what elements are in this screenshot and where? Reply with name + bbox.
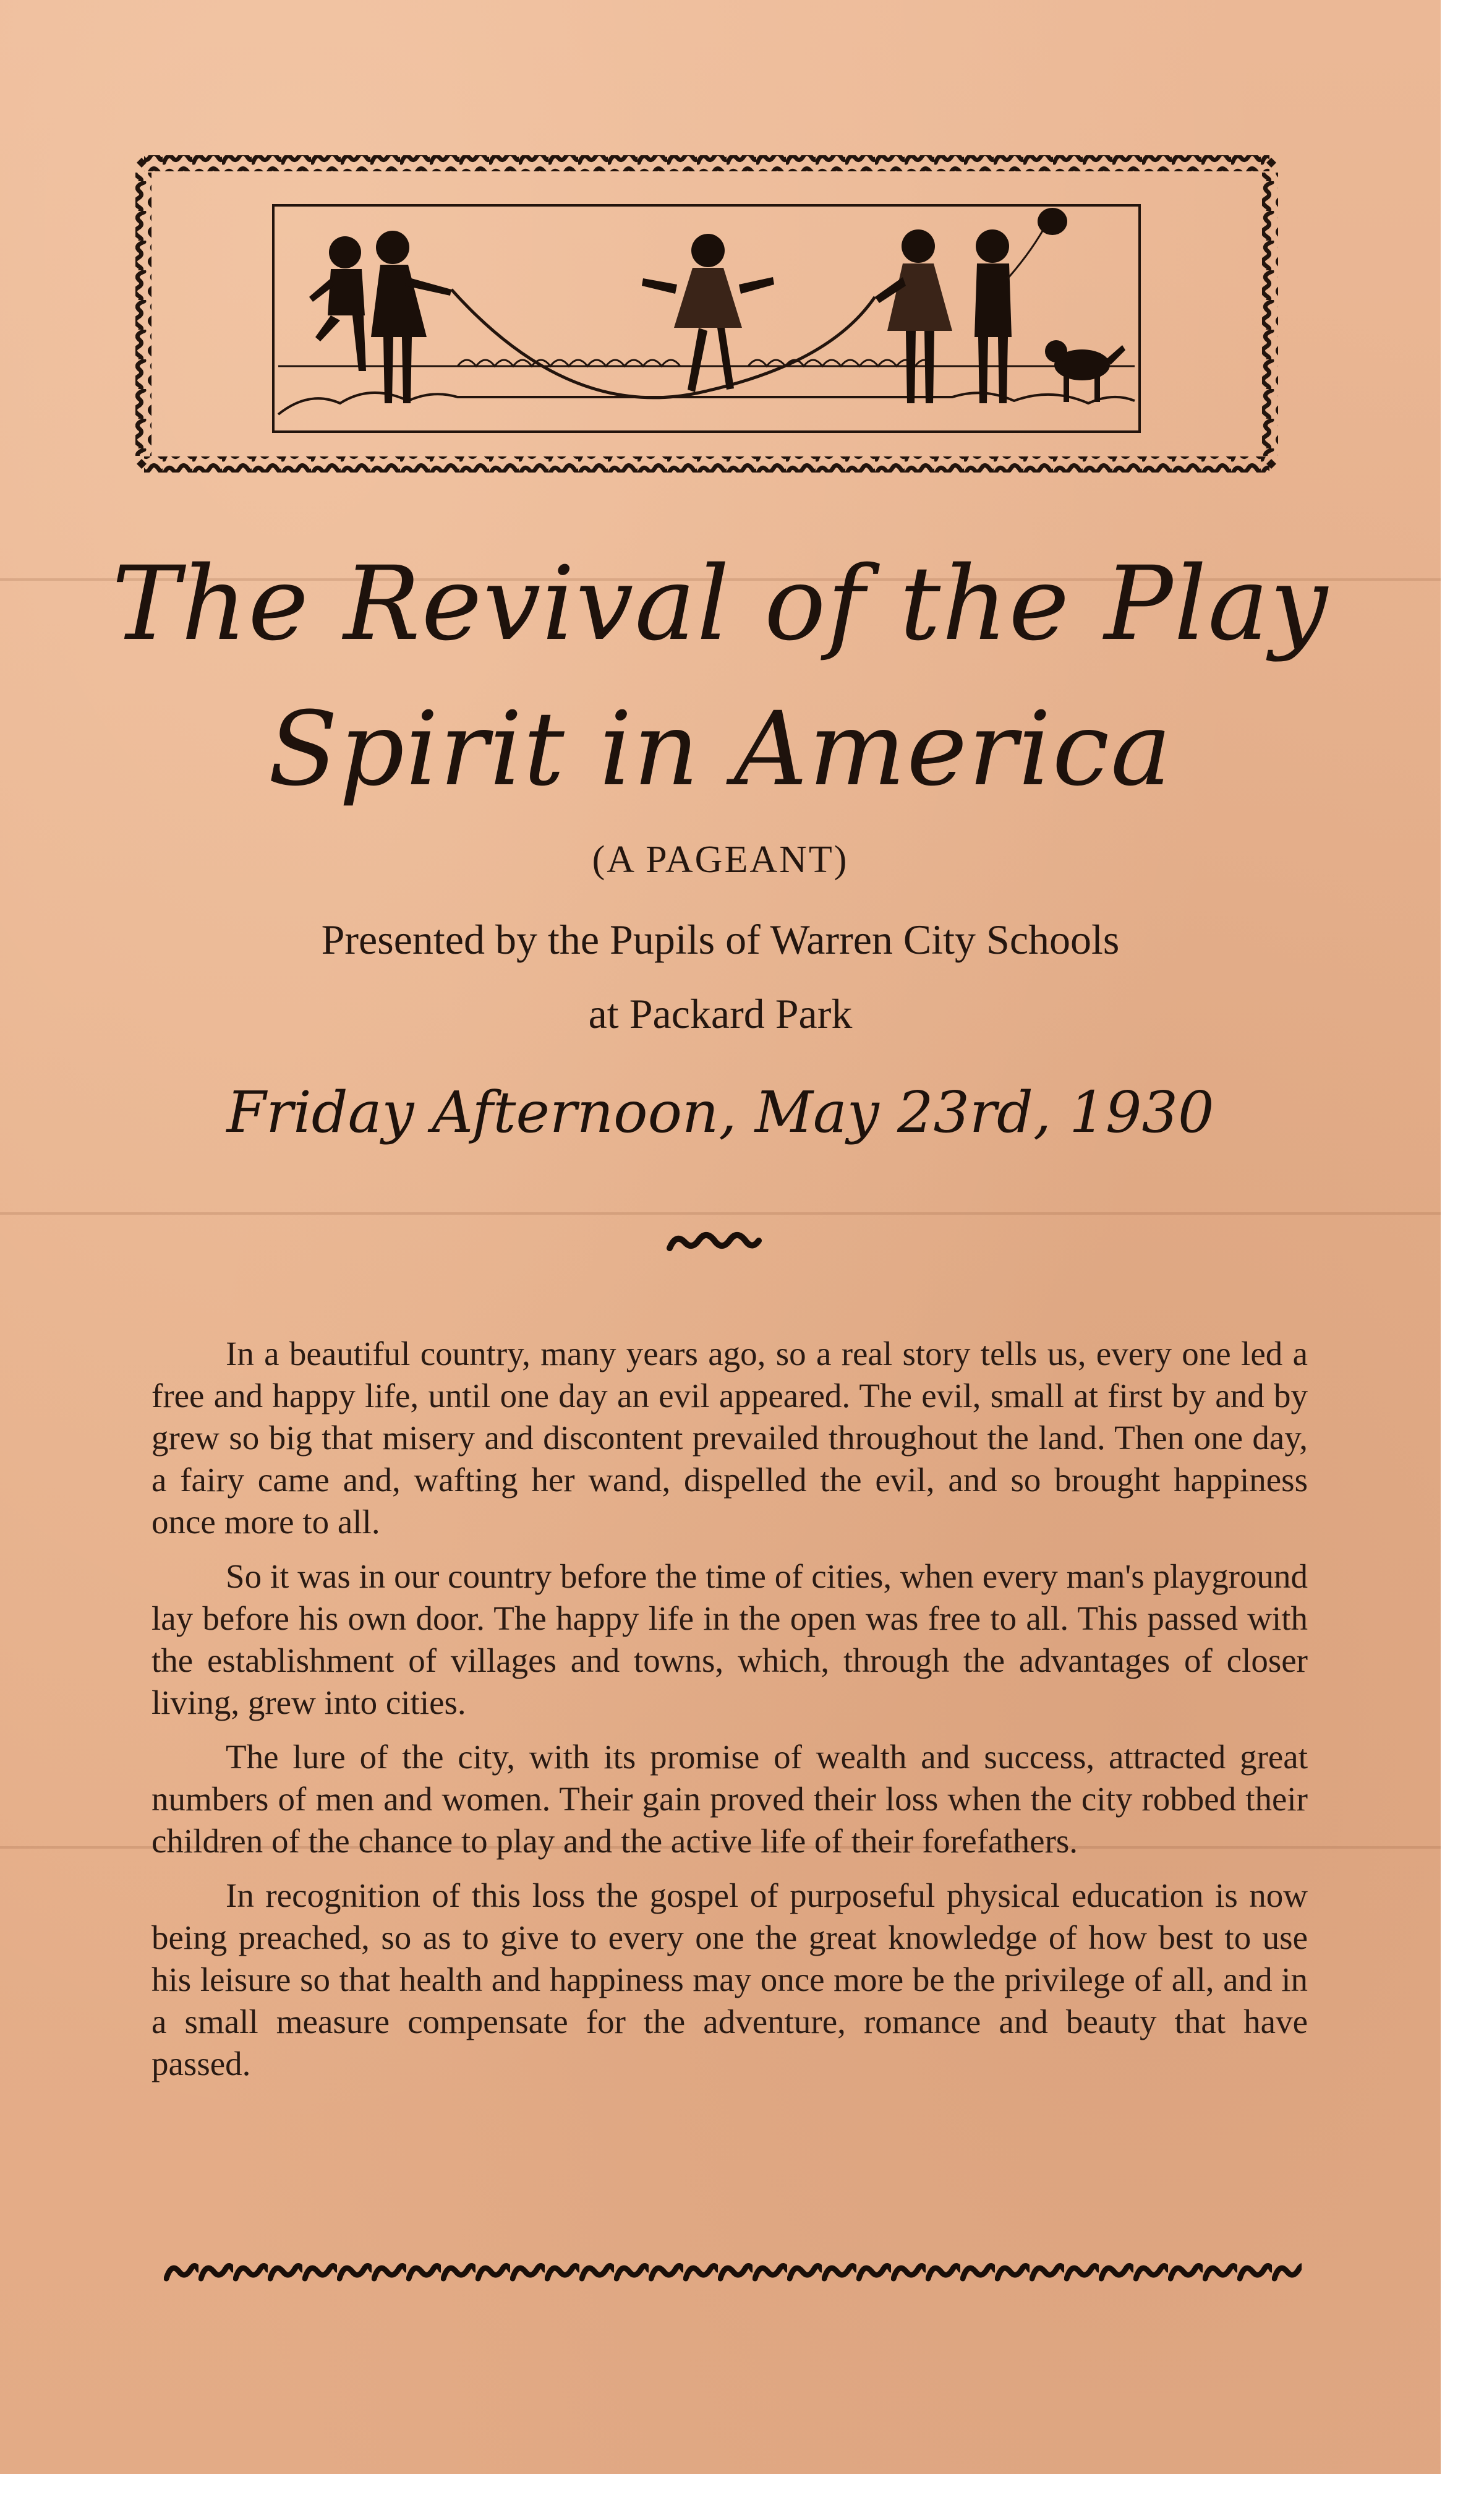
wavy-rule-icon <box>164 2257 1302 2288</box>
event-date: Friday Afternoon, May 23rd, 1930 <box>226 1079 1214 1145</box>
document-title-line2: Spirit in America <box>268 690 1173 808</box>
body-paragraph: In a beautiful country, many years ago, so a real story tells us, every one led a free and happy life, until one day an evil appeared. The evil, small at first by and by grew so big that misery and discontent prevailed throughout the land. Then one day, a fairy came and, wafting her wand, dispelled the evil, and so brought happiness once more to all. <box>151 1335 1308 1541</box>
wavy-divider-icon <box>665 1231 764 1256</box>
children-playing-illustration-icon <box>272 204 1141 433</box>
fold-crease <box>0 1212 1441 1215</box>
location-line: at Packard Park <box>588 990 853 1037</box>
document-title-line1: The Revival of the Play <box>112 544 1329 663</box>
body-paragraph: So it was in our country before the time of cities, when every man's playground lay before his own door. The happy life in the open was free to all. This passed with the establishment of villages and towns, which, through the advantages of closer living, grew into cities. <box>151 1557 1308 1721</box>
body-paragraph: In recognition of this loss the gospel of purposeful physical education is now being preached, so as to give to every one the great knowledge of how best to use his leisure so that health and happiness may once more be the privilege of all, and in a small measure compensate for the adventure, romance and beauty that have passed. <box>151 1877 1308 2082</box>
presented-by-line: Presented by the Pupils of Warren City Schools <box>321 916 1120 963</box>
document-subtitle: (A PAGEANT) <box>592 839 849 881</box>
body-text <box>151 1333 1308 2097</box>
body-paragraph: The lure of the city, with its promise of wealth and success, attracted great numbers of men and women. Their gain proved their loss when the city robbed their children of the chance to play and the active life of their forefathers. <box>151 1738 1308 1860</box>
